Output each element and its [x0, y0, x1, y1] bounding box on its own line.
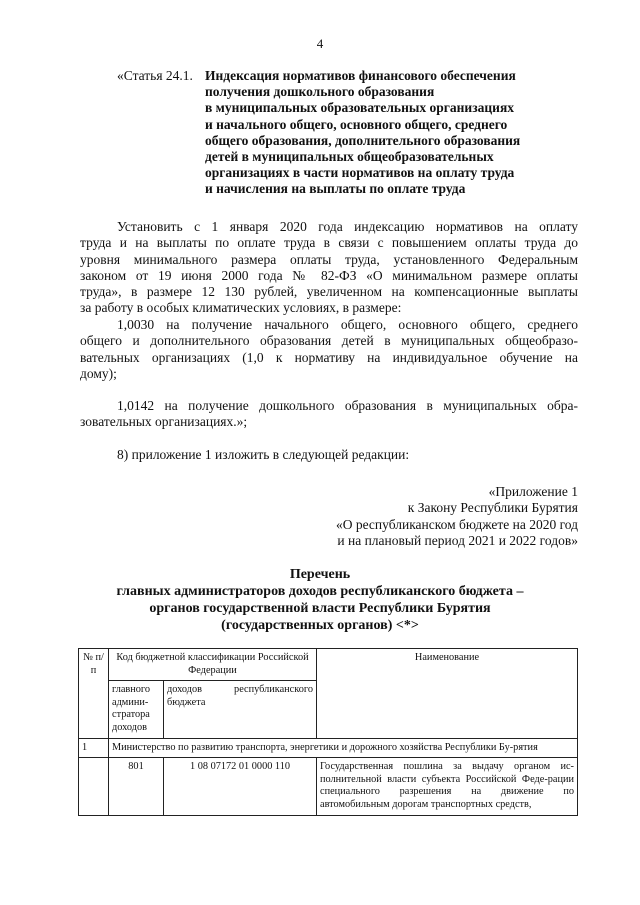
article-title-line: общего образования, дополнительного образования — [205, 132, 521, 148]
heading-line: Перечень — [289, 567, 351, 582]
heading-line: органов государственной власти Республики Бурятия — [149, 601, 491, 616]
paragraph-coefficient-general — [80, 317, 578, 382]
header-revenue-code: доходов республиканского бюджета — [164, 681, 317, 738]
paragraph-amendment — [80, 447, 578, 463]
text-line: законом от 19 июня 2000 года № 82-ФЗ «О минимальном размере оплаты — [80, 267, 578, 283]
article-title-line: детей в муниципальных общеобразовательных — [205, 149, 494, 165]
text-line: труда», в размере 12 130 рублей, увеличенном на компенсационные выплаты — [80, 284, 578, 300]
table-row — [79, 738, 578, 758]
header-code-group: Код бюджетной классификации Российской Федерации — [109, 649, 317, 681]
row-section-title: Министерство по развитию транспорта, энергетики и дорожного хозяйства Республики Бу-рятия — [109, 738, 578, 758]
row-num — [79, 758, 109, 815]
text-line: Установить с 1 января 2020 года индексацию нормативов на оплату — [117, 219, 578, 234]
article-prefix: «Статья 24.1. — [117, 68, 193, 83]
text-line: труда и на выплаты по оплате труда в связи с повышением оплаты труда до — [80, 235, 578, 251]
heading-line: главных администраторов доходов республиканского бюджета – — [116, 584, 524, 599]
table-row — [79, 758, 578, 815]
row-num: 1 — [79, 738, 109, 758]
text-line: вательных организациях (1,0 к нормативу на индивидуальное обучение на — [80, 349, 578, 365]
text-line: за работу в особых климатических условиях, в размере: — [80, 300, 402, 316]
appendix-line: и на плановый период 2021 и 2022 годов» — [337, 532, 578, 548]
text-line: зовательных организациях.»; — [80, 414, 248, 430]
text-line: 8) приложение 1 изложить в следующей редакции: — [117, 447, 410, 462]
paragraph-indexation — [80, 219, 578, 317]
table-header-row — [79, 649, 578, 681]
article-title-line: в муниципальных образовательных организациях — [205, 100, 514, 116]
article-title — [205, 68, 565, 198]
row-revenue-code: 1 08 07172 01 0000 110 — [164, 758, 317, 815]
appendix-line: «О республиканском бюджете на 2020 год — [335, 516, 578, 532]
text-line: общего и дополнительного образования детей в муниципальных общеобразо- — [80, 333, 578, 349]
article-title-line: получения дошкольного образования — [205, 84, 435, 100]
appendix-reference — [336, 484, 578, 549]
text-line: 1,0142 на получение дошкольного образования в муниципальных обра- — [117, 398, 578, 413]
header-num: № п/п — [79, 649, 109, 739]
heading-line: (государственных органов) <*> — [221, 618, 419, 633]
text-line: уровня минимального размера оплаты труда, установленного Федеральным — [80, 251, 578, 267]
article-title-line: и начального общего, основного общего, среднего — [205, 116, 508, 132]
page-number: 4 — [316, 36, 324, 51]
article-title-line: и начисления на выплаты по оплате труда — [205, 181, 466, 197]
text-line: 1,0030 на получение начального общего, основного общего, среднего — [117, 317, 578, 332]
appendix-line: к Закону Республики Бурятия — [407, 500, 578, 516]
article-title-line: организациях в части нормативов на оплату труда — [205, 165, 515, 181]
row-admin-code: 801 — [109, 758, 164, 815]
article-title-line: Индексация нормативов финансового обеспечения — [205, 68, 516, 83]
appendix-line: «Приложение 1 — [488, 484, 578, 499]
list-heading — [0, 566, 640, 634]
paragraph-coefficient-preschool — [80, 398, 578, 431]
row-name: Государственная пошлина за выдачу органом ис-полнительной власти субъекта Российской Феде-рации специального разрешения на движение по автомобильным дорогам транспортных средств, — [317, 758, 578, 815]
text-line: дому); — [80, 365, 117, 381]
header-admin-code: главного админи-стратора доходов — [109, 681, 164, 738]
administrators-table — [78, 648, 578, 816]
header-name: Наименование — [317, 649, 578, 739]
